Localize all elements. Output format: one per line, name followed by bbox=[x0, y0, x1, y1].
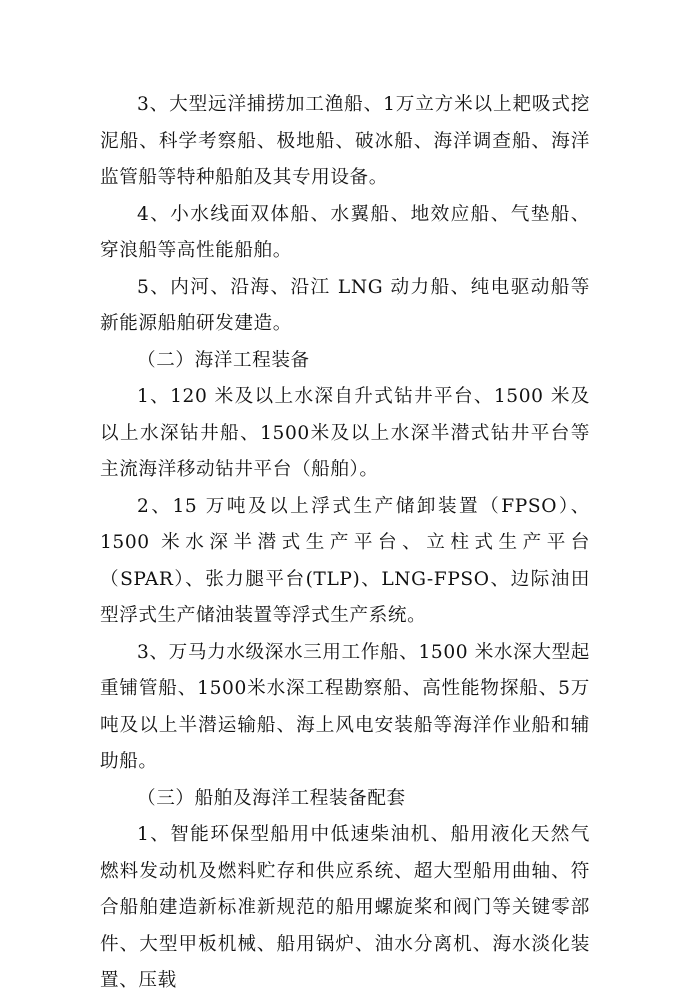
paragraph-item-3-fishing-vessels: 3、大型远洋捕捞加工渔船、1万立方米以上耙吸式挖泥船、科学考察船、极地船、破冰船、海洋调查船、海洋监管船等特种船舶及其专用设备。 bbox=[100, 94, 590, 188]
paragraph-item-5-new-energy-vessels: 5、内河、沿海、沿江 LNG 动力船、纯电驱动船等新能源船舶研发建造。 bbox=[100, 276, 590, 334]
paragraph-item-2-floating-production: 2、15 万吨及以上浮式生产储卸装置（FPSO）、1500 米水深半潜式生产平台、立柱式生产平台（SPAR）、张力腿平台(TLP)、LNG-FPSO、边际油田型浮式生产储油装置等浮式生产系统。 bbox=[100, 495, 590, 626]
section-heading-equipment-supporting: （三）船舶及海洋工程装备配套 bbox=[137, 787, 406, 809]
paragraph-item-4-high-performance-vessels: 4、小水线面双体船、水翼船、地效应船、气垫船、穿浪船等高性能船舶。 bbox=[100, 203, 590, 261]
paragraph-item-1-drilling-platforms: 1、120 米及以上水深自升式钻井平台、1500 米及以上水深钻井船、1500米及以上水深半潜式钻井平台等主流海洋移动钻井平台（船舶）。 bbox=[100, 386, 590, 480]
paragraph-item-3-work-vessels: 3、万马力水级深水三用工作船、1500 米水深大型起重铺管船、1500米水深工程勘察船、高性能物探船、5万吨及以上半潜运输船、海上风电安装船等海洋作业船和辅助船。 bbox=[100, 641, 590, 772]
document-body bbox=[100, 87, 590, 1000]
section-heading-offshore-equipment: （二）海洋工程装备 bbox=[137, 349, 310, 371]
paragraph-item-1-key-components: 1、智能环保型船用中低速柴油机、船用液化天然气燃料发动机及燃料贮存和供应系统、超大型船用曲轴、符合船舶建造新标准新规范的船用螺旋桨和阀门等关键零部件、大型甲板机械、船用锅炉、油水分离机、海水淡化装置、压载 bbox=[100, 824, 590, 991]
